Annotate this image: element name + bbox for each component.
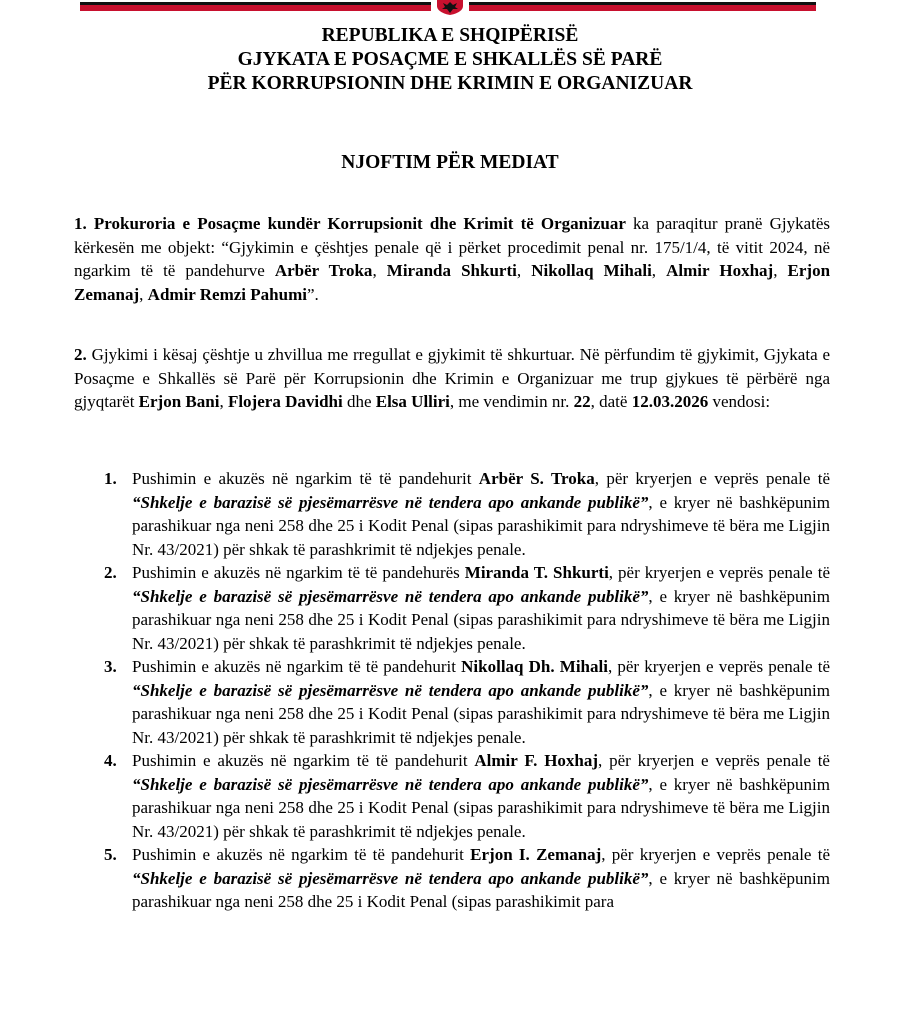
decision-suffix: , e kryer në bashkëpunim parashikuar nga neni 258 dhe 25 i Kodit Penal (sipas parashikimit para ndryshimeve të bëra me Ligjin Nr. 43/2021) për shkak të parashkrimit të ndjekjes penale.	[132, 492, 830, 559]
paragraph-2-number: 2.	[74, 345, 87, 364]
decision-item-number: 3.	[104, 657, 117, 676]
judge-1: Erjon Bani	[138, 392, 220, 411]
decision-item-number: 4.	[104, 751, 117, 770]
defendant-6: Admir Remzi Pahumi	[147, 284, 307, 304]
document-title: NJOFTIM PËR MEDIAT	[341, 152, 559, 173]
paragraph-2	[74, 343, 830, 414]
paragraph-2-text-d: vendosi:	[708, 392, 771, 411]
decision-date: 12.03.2026	[631, 392, 709, 411]
separator: ,	[651, 261, 667, 280]
header-line-3: PËR KORRUPSIONIN DHE KRIMIN E ORGANIZUAR	[207, 73, 693, 94]
conjunction: dhe	[342, 392, 376, 411]
paragraph-2-text: Gjykimi i kësaj çështje u zhvillua me rregullat e gjykimit të shkurtuar. Në përfundim të gjykimit, Gjykata e Posaçme e Shkallës së Parë për Korrupsionin dhe Krimin e Organizuar me trup gjykues të përbërë nga gjyqtarët	[74, 345, 830, 411]
court-header	[0, 24, 900, 96]
paragraph-2-text-c: , datë	[590, 392, 632, 411]
decision-mid: , për kryerjen e veprës penale të	[607, 657, 830, 676]
decision-item	[104, 843, 830, 914]
decision-suffix: , e kryer në bashkëpunim parashikuar nga neni 258 dhe 25 i Kodit Penal (sipas parashikimit para	[132, 868, 830, 911]
decision-mid: , për kryerjen e veprës penale të	[594, 469, 830, 488]
paragraph-1	[74, 212, 830, 306]
decision-prefix: Pushimin e akuzës në ngarkim të të pandehurit	[132, 469, 479, 488]
decisions-list	[104, 467, 830, 914]
offense-name: “Shkelje e barazisë së pjesëmarrësve në tendera apo ankande publikë”	[132, 586, 649, 606]
defendant-name: Miranda T. Shkurti	[464, 563, 609, 582]
paragraph-1-text: ka paraqitur pranë Gjykatës kërkesën me objekt: “Gjykimin e çështjes penale që i përket procedimit penal nr. 175/1/4, të vitit 2024, në ngarkim të të pandehurve	[74, 214, 830, 280]
decision-suffix: , e kryer në bashkëpunim parashikuar nga neni 258 dhe 25 i Kodit Penal (sipas parashikimit para ndryshimeve të bëra me Ligjin Nr. 43/2021) për shkak të parashkrimit të ndjekjes penale.	[132, 774, 830, 841]
decision-prefix: Pushimin e akuzës në ngarkim të të pandehurës	[132, 563, 465, 582]
offense-name: “Shkelje e barazisë së pjesëmarrësve në tendera apo ankande publikë”	[132, 680, 649, 700]
separator: ,	[516, 261, 532, 280]
decision-item-number: 1.	[104, 469, 117, 488]
decision-mid: , për kryerjen e veprës penale të	[608, 563, 830, 582]
albanian-eagle-icon	[431, 0, 469, 15]
separator: ,	[139, 284, 148, 304]
decision-item-number: 2.	[104, 563, 117, 582]
banner-red-stripe-right	[469, 5, 816, 11]
defendant-4: Almir Hoxhaj	[666, 261, 774, 280]
decision-item	[104, 561, 830, 655]
banner-red-stripe-left	[80, 5, 431, 11]
decision-prefix: Pushimin e akuzës në ngarkim të të pandehurit	[132, 751, 475, 770]
decision-suffix: , e kryer në bashkëpunim parashikuar nga neni 258 dhe 25 i Kodit Penal (sipas parashikimit para ndryshimeve të bëra me Ligjin Nr. 43/2021) për shkak të parashkrimit të ndjekjes penale.	[132, 680, 830, 747]
defendant-1: Arbër Troka	[274, 261, 373, 280]
separator: ,	[372, 261, 387, 280]
decision-mid: , për kryerjen e veprës penale të	[601, 845, 830, 864]
decision-item	[104, 749, 830, 843]
defendant-name: Almir F. Hoxhaj	[474, 751, 599, 770]
separator: ,	[773, 261, 788, 280]
paragraph-1-end: ”.	[306, 284, 319, 304]
defendant-name: Arbër S. Troka	[478, 469, 595, 488]
prosecutor-name: Prokuroria e Posaçme kundër Korrupsionit dhe Krimit të Organizuar	[93, 214, 626, 233]
separator: ,	[219, 392, 228, 411]
decision-prefix: Pushimin e akuzës në ngarkim të të pandehurit	[132, 845, 471, 864]
decision-prefix: Pushimin e akuzës në ngarkim të të pandehurit	[132, 657, 462, 676]
paragraph-2-text-b: , me vendimin nr.	[449, 392, 574, 411]
judge-3: Elsa Ulliri	[375, 392, 450, 411]
offense-name: “Shkelje e barazisë së pjesëmarrësve në tendera apo ankande publikë”	[132, 774, 649, 794]
paragraph-1-number: 1.	[74, 214, 87, 233]
offense-name: “Shkelje e barazisë së pjesëmarrësve në tendera apo ankande publikë”	[132, 868, 649, 888]
offense-name: “Shkelje e barazisë së pjesëmarrësve në tendera apo ankande publikë”	[132, 492, 649, 512]
defendant-name: Nikollaq Dh. Mihali	[461, 657, 608, 676]
judge-2: Flojera Davidhi	[227, 392, 343, 411]
header-line-2: GJYKATA E POSAÇME E SHKALLËS SË PARË	[237, 49, 663, 70]
defendant-5: Erjon Zemanaj	[74, 261, 831, 304]
defendant-3: Nikollaq Mihali	[531, 261, 652, 280]
decision-item	[104, 467, 830, 561]
decision-item	[104, 655, 830, 749]
decision-suffix: , e kryer në bashkëpunim parashikuar nga neni 258 dhe 25 i Kodit Penal (sipas parashikimit para ndryshimeve të bëra me Ligjin Nr. 43/2021) për shkak të parashkrimit të ndjekjes penale.	[132, 586, 830, 653]
flag-banner	[0, 0, 900, 16]
decision-mid: , për kryerjen e veprës penale të	[598, 751, 830, 770]
decision-item-number: 5.	[104, 845, 117, 864]
defendant-name: Erjon I. Zemanaj	[470, 845, 602, 864]
defendant-2: Miranda Shkurti	[386, 261, 517, 280]
decision-number: 22	[573, 392, 591, 411]
header-line-1: REPUBLIKA E SHQIPËRISË	[321, 25, 579, 46]
